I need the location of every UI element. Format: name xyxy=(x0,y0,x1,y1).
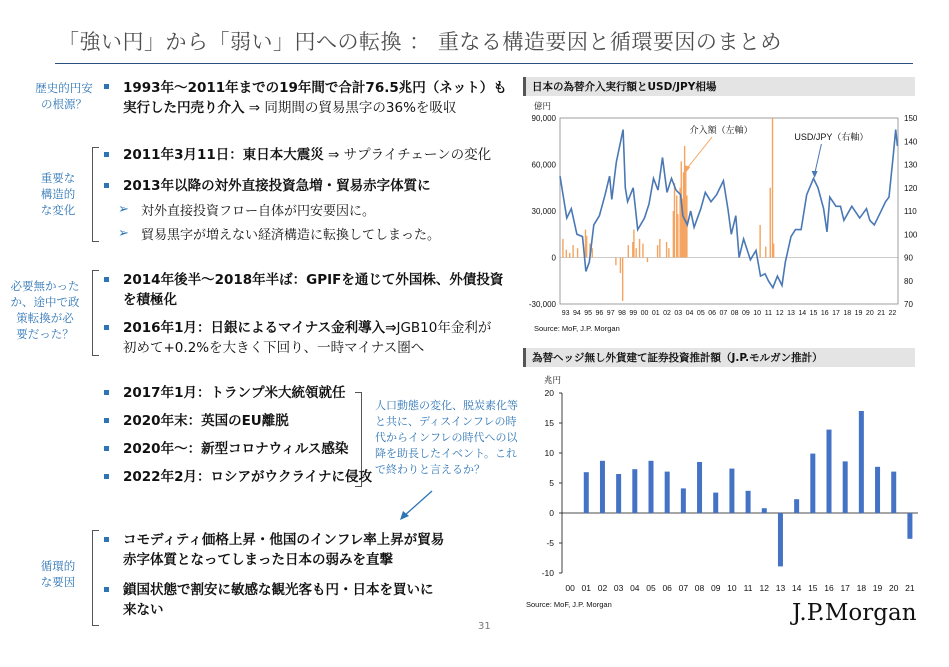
x-tick-label: 02 xyxy=(663,310,671,317)
intervention-bar xyxy=(759,225,760,258)
x-tick-label: 20 xyxy=(888,583,899,593)
label-line: 策転換が必 xyxy=(16,311,74,325)
intervention-bar xyxy=(772,118,773,258)
intervention-bar xyxy=(620,258,621,274)
x-tick-label: 21 xyxy=(877,310,885,317)
label-line: の根源？ xyxy=(41,97,87,111)
bullet-earthquake-bold: 2011年3月11日：東日本大震災 xyxy=(123,147,324,163)
right-tick-label: 130 xyxy=(904,160,918,170)
investment-bar xyxy=(713,493,718,513)
left-tick-label: 0 xyxy=(551,253,556,263)
events-note: 人口動態の変化、脱炭素化等と共に、ディスインフレの時代からインフレの時代への以降を助長したイベント。これで終わりと言えるか？ xyxy=(375,399,518,476)
x-tick-label: 09 xyxy=(742,310,750,317)
investment-bar xyxy=(649,461,654,513)
chart2-source: Source: MoF, J.P. Morgan xyxy=(526,600,612,609)
x-tick-label: 19 xyxy=(872,583,883,593)
bullet-gpif-line1: 2014年後半～2018年半ば：GPIFを通じて外国株、外債投資 xyxy=(123,272,504,288)
x-tick-label: 94 xyxy=(573,310,581,317)
label-historical xyxy=(20,80,108,112)
intervention-bar xyxy=(622,258,623,301)
x-tick-label: 08 xyxy=(694,583,705,593)
intervention-bar xyxy=(635,248,636,257)
x-tick-label: 03 xyxy=(674,310,683,317)
bullet-intervention-line1: 1993年～2011年までの19年間で合計76.5兆円（ネット）も xyxy=(123,80,507,96)
bullet-commodity-line2: 赤字体質となってしまった日本の弱みを直撃 xyxy=(123,552,393,568)
arrow-bullet-icon: ➢ xyxy=(118,226,129,241)
intervention-bar xyxy=(668,248,669,257)
label-policy xyxy=(5,278,85,342)
bullet-intervention-bold: 実行した円売り介入 xyxy=(123,100,245,116)
right-tick-label: 150 xyxy=(904,114,918,123)
intervention-bar xyxy=(773,244,774,258)
x-tick-label: 12 xyxy=(775,310,784,317)
bullet-marker xyxy=(104,277,109,282)
x-tick-label: 06 xyxy=(662,583,672,593)
page-title: 「強い円」から「弱い」円への転換 ： 重なる構造要因と循環要因のまとめ xyxy=(58,30,782,54)
intervention-bar xyxy=(657,245,658,257)
arrow-bullet-icon: ➢ xyxy=(118,202,129,217)
intervention-bar xyxy=(642,244,643,258)
label-line: 構造的 xyxy=(40,187,76,201)
x-tick-label: 00 xyxy=(640,310,649,317)
annotation-intervention-arrow xyxy=(687,137,712,168)
intervention-bar xyxy=(566,250,567,258)
bullet-commodity-line1: コモディティ価格上昇・他国のインフレ率上昇が貿易 xyxy=(123,532,445,548)
bullet-boj-bold: 2016年1月：日銀によるマイナス金利導入⇒ xyxy=(123,320,397,336)
intervention-bar xyxy=(677,214,678,257)
intervention-bar xyxy=(647,258,648,263)
intervention-bar xyxy=(765,247,766,258)
investment-bar xyxy=(746,491,751,513)
investment-bar xyxy=(891,472,896,513)
bullet-fdi: 2013年以降の対外直接投資急増・貿易赤字体質に xyxy=(123,178,431,194)
intervention-bar xyxy=(628,245,629,257)
chart1-title: 日本の為替介入実行額とUSD/JPY相場 xyxy=(523,77,915,96)
intervention-bar xyxy=(586,236,587,258)
bracket-structural xyxy=(92,147,99,242)
investment-bar xyxy=(810,454,815,513)
x-tick-label: 01 xyxy=(651,310,660,317)
investment-bar xyxy=(859,411,864,513)
investment-bar xyxy=(794,499,799,513)
sub-bullet-trade-structure: 貿易黒字が増えない経済構造に転換してしまった。 xyxy=(141,228,441,243)
label-line: 要だった？ xyxy=(16,327,74,341)
x-tick-label: 14 xyxy=(798,310,807,317)
x-tick-label: 16 xyxy=(820,310,829,317)
x-tick-label: 96 xyxy=(595,310,604,317)
label-line: 重要な xyxy=(40,171,76,185)
bullet-marker xyxy=(104,325,109,330)
bullet-marker xyxy=(104,537,109,542)
bullet-marker xyxy=(104,418,109,423)
x-tick-label: 12 xyxy=(759,583,770,593)
annotation-usdjpy-arrow xyxy=(815,144,822,174)
label-line: 必要無かった xyxy=(10,279,80,293)
event-covid: 2020年～：新型コロナウィルス感染 xyxy=(123,441,349,457)
bullet-earthquake-rest: ⇒ サプライチェーンの変化 xyxy=(323,147,492,163)
right-tick-label: 140 xyxy=(904,137,918,147)
y-tick-label: 15 xyxy=(544,418,554,428)
x-tick-label: 08 xyxy=(730,310,739,317)
event-brexit: 2020年末：英国のEU離脱 xyxy=(123,413,289,429)
label-cyclical xyxy=(28,558,88,590)
x-tick-label: 13 xyxy=(787,310,795,317)
chart-unhedged-investment xyxy=(520,368,940,612)
left-tick-label: -30,000 xyxy=(528,300,556,309)
investment-bar xyxy=(827,430,832,513)
x-tick-label: 17 xyxy=(840,583,850,593)
bullet-marker xyxy=(104,474,109,479)
intervention-bar xyxy=(562,239,563,258)
x-tick-label: 02 xyxy=(597,583,608,593)
x-tick-label: 10 xyxy=(753,310,762,317)
intervention-bar xyxy=(572,245,573,257)
bullet-marker xyxy=(104,183,109,188)
bullet-marker xyxy=(104,390,109,395)
x-tick-label: 20 xyxy=(865,310,874,317)
right-tick-label: 110 xyxy=(904,207,917,216)
investment-bar xyxy=(762,508,767,513)
investment-bar xyxy=(907,513,912,539)
investment-bar xyxy=(729,469,734,513)
x-tick-label: 15 xyxy=(808,583,818,593)
x-tick-label: 07 xyxy=(678,583,689,593)
intervention-bar xyxy=(674,183,675,257)
x-tick-label: 18 xyxy=(856,583,867,593)
chart-intervention-usdjpy xyxy=(520,96,940,334)
x-tick-label: 07 xyxy=(719,310,728,317)
y-tick-label: 5 xyxy=(549,478,554,488)
chart1-source: Source: MoF, J.P. Morgan xyxy=(534,324,620,333)
intervention-bar xyxy=(666,242,667,258)
x-tick-label: 93 xyxy=(561,310,570,317)
y-tick-label: 10 xyxy=(544,448,554,458)
left-tick-label: 90,000 xyxy=(531,114,556,123)
bullet-boj-line2 xyxy=(123,338,424,358)
label-line: か、途中で政 xyxy=(10,295,80,309)
y-tick-label: -5 xyxy=(546,538,554,548)
label-structural xyxy=(28,170,88,218)
right-tick-label: 70 xyxy=(904,300,913,309)
x-tick-label: 10 xyxy=(727,583,737,593)
title-rule xyxy=(55,63,913,64)
intervention-bar xyxy=(633,230,634,258)
x-tick-label: 00 xyxy=(565,583,575,593)
right-tick-label: 80 xyxy=(904,276,913,286)
x-tick-label: 04 xyxy=(685,310,694,317)
bracket-cyclical xyxy=(92,530,99,626)
investment-bar xyxy=(600,461,605,513)
usdjpy-line xyxy=(560,130,897,288)
right-tick-label: 100 xyxy=(904,230,918,240)
investment-bar xyxy=(665,472,670,513)
y-tick-label: 0 xyxy=(549,508,554,518)
bullet-marker xyxy=(104,152,109,157)
bullet-boj-line1 xyxy=(123,318,491,338)
investment-bar xyxy=(875,467,880,513)
x-tick-label: 04 xyxy=(630,583,640,593)
left-axis-unit: 億円 xyxy=(534,101,552,111)
intervention-bar xyxy=(770,188,771,258)
x-tick-label: 05 xyxy=(646,583,656,593)
investment-bar xyxy=(616,474,621,513)
x-tick-label: 97 xyxy=(606,310,615,317)
bullet-marker xyxy=(104,446,109,451)
investment-bar xyxy=(778,513,783,566)
label-line: 歴史的円安 xyxy=(35,81,93,95)
investment-bar xyxy=(681,488,686,513)
x-tick-label: 14 xyxy=(791,583,802,593)
investment-bar xyxy=(584,472,589,513)
left-tick-label: 30,000 xyxy=(531,207,556,216)
annotation-usdjpy-arrowhead xyxy=(812,171,818,178)
x-tick-label: 11 xyxy=(743,583,753,593)
annotation-usdjpy: USD/JPY（右軸） xyxy=(794,132,869,142)
x-tick-label: 19 xyxy=(854,310,863,317)
chart2-title: 為替ヘッジ無し外貨建て証券投資推計額（J.P.モルガン推計） xyxy=(523,348,915,367)
label-line: 循環的 xyxy=(40,559,76,573)
investment-bar xyxy=(632,469,637,513)
bullet-earthquake xyxy=(123,145,491,165)
intervention-bar xyxy=(659,239,660,258)
bullet-marker xyxy=(104,84,109,89)
x-tick-label: 05 xyxy=(696,310,705,317)
bullet-boj-line2-text: 初めて+0.2%を大きく下回り、一時マイナス圏へ xyxy=(123,340,425,356)
bracket-policy xyxy=(92,270,99,356)
bullet-tourism-line1: 鎖国状態で割安に敏感な観光客も円・日本を買いに xyxy=(123,582,434,598)
x-tick-label: 09 xyxy=(710,583,721,593)
right-tick-label: 90 xyxy=(904,253,913,263)
x-tick-label: 95 xyxy=(584,310,593,317)
x-tick-label: 22 xyxy=(888,310,897,317)
y-tick-label: -10 xyxy=(541,568,554,578)
note-arrow xyxy=(398,488,438,524)
event-ukraine: 2022年2月：ロシアがウクライナに侵攻 xyxy=(123,469,373,485)
left-tick-label: 60,000 xyxy=(531,160,556,170)
annotation-intervention: 介入額（左軸） xyxy=(689,125,753,135)
right-tick-label: 120 xyxy=(904,183,918,193)
x-tick-label: 03 xyxy=(613,583,624,593)
event-trump: 2017年1月：トランプ米大統領就任 xyxy=(123,385,346,401)
investment-bar xyxy=(843,461,848,513)
x-tick-label: 17 xyxy=(832,310,840,317)
bullet-tourism-line2: 来ない xyxy=(123,602,164,618)
x-tick-label: 98 xyxy=(618,310,626,317)
bullet-gpif-line2: を積極化 xyxy=(123,292,177,308)
x-tick-label: 01 xyxy=(581,583,592,593)
intervention-bar xyxy=(577,248,578,257)
x-tick-label: 11 xyxy=(764,310,773,317)
intervention-bar xyxy=(615,258,616,266)
intervention-bar xyxy=(569,253,570,258)
x-tick-label: 18 xyxy=(843,310,852,317)
bullet-boj-rest: JGB10年金利が xyxy=(396,320,492,336)
label-line: な要因 xyxy=(40,575,76,589)
bullet-intervention-line2 xyxy=(123,98,456,118)
x-tick-label: 06 xyxy=(708,310,716,317)
intervention-bar xyxy=(639,239,640,258)
bullet-marker xyxy=(104,587,109,592)
investment-bar xyxy=(697,462,702,513)
x-tick-label: 15 xyxy=(809,310,818,317)
page-number: 31 xyxy=(478,621,491,632)
x-tick-label: 16 xyxy=(824,583,834,593)
sub-bullet-fdi-flow: 対外直接投資フロー自体が円安要因に。 xyxy=(141,204,376,219)
x-tick-label: 99 xyxy=(629,310,638,317)
x-tick-label: 21 xyxy=(905,583,915,593)
y-tick-label: 20 xyxy=(544,388,554,398)
intervention-bar xyxy=(592,248,593,257)
label-line: な変化 xyxy=(40,203,76,217)
bullet-intervention-rest: ⇒ 同期間の貿易黒字の36%を吸収 xyxy=(244,100,457,116)
x-tick-label: 13 xyxy=(775,583,786,593)
jpmorgan-logo: J.P.Morgan xyxy=(792,600,917,626)
y-axis-unit: 兆円 xyxy=(544,375,562,385)
